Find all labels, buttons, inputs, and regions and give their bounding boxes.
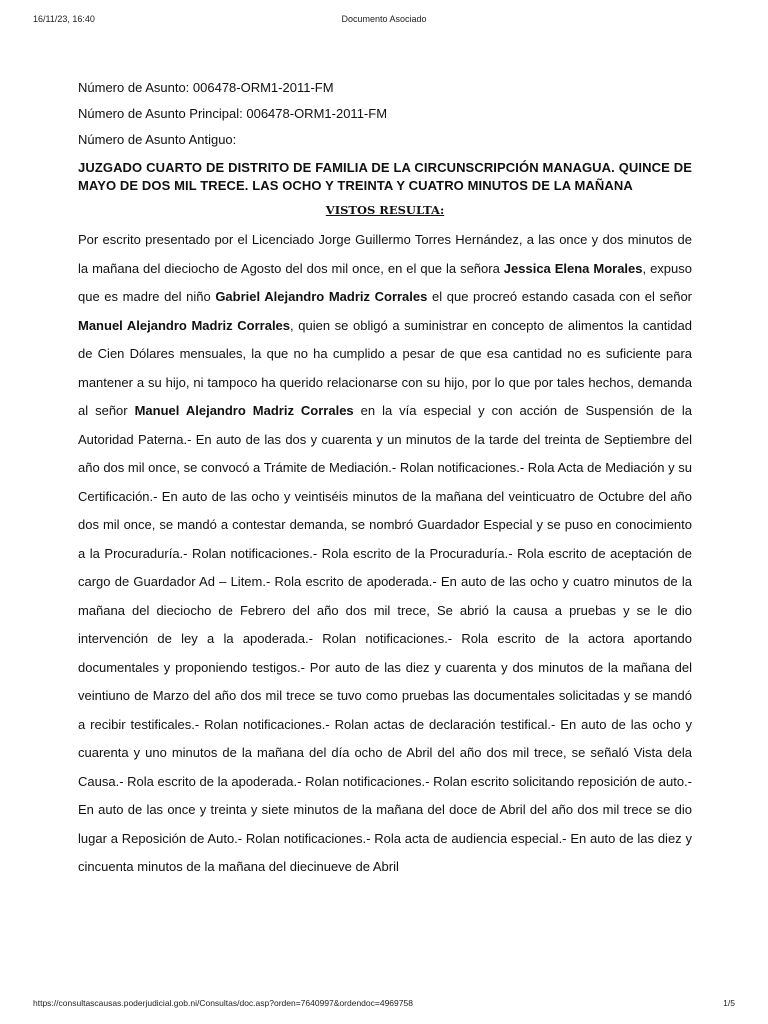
print-header: [33, 14, 735, 28]
print-footer: [33, 998, 735, 1010]
name-manuel-alejandro-madriz-corrales: Manuel Alejandro Madriz Corrales: [78, 317, 291, 333]
body-text-segment: , expuso que es madre del niño: [78, 260, 692, 304]
name-jessica-elena-morales: Jessica Elena Morales: [503, 260, 643, 276]
document-content: [78, 79, 692, 882]
body-text-segment: , quien se obligó a suministrar en concepto de alimentos la cantidad de Cien Dólares mensuales, la que no ha cumplido a pesar de que esa cantidad no es suficiente para mantener a su hijo, ni tampoco ha querido relacionarse con su hijo, por lo que por tales hechos, demanda al señor: [78, 317, 692, 418]
body-text-segment: Por escrito presentado por el Licenciado Jorge Guillermo Torres Hernández, a las once y dos minutos de la mañana del dieciocho de Agosto del dos mil once, en el que la señora: [78, 232, 692, 276]
print-datetime: 16/11/23, 16:40: [33, 14, 95, 24]
old-case-number: Número de Asunto Antiguo:: [78, 132, 237, 147]
name-gabriel-alejandro-madriz-corrales: Gabriel Alejandro Madriz Corrales: [215, 289, 428, 304]
section-title: VISTOS RESULTA:: [325, 203, 445, 217]
body-paragraph: [78, 226, 692, 882]
print-title: Documento Asociado: [341, 14, 427, 24]
page-number: 1/5: [723, 998, 735, 1008]
court-header: JUZGADO CUARTO DE DISTRITO DE FAMILIA DE LA CIRCUNSCRIPCIÓN MANAGUA. QUINCE DE MAYO DE DOS MIL TRECE. LAS OCHO Y TREINTA Y CUATRO MINUTOS DE LA MAÑANA: [78, 160, 692, 193]
document-url: https://consultascausas.poderjudicial.gob.ni/Consultas/doc.asp?orden=7640997&ordendoc=4969758: [33, 998, 413, 1008]
body-text-segment: el que procreó estando casada con el señor: [427, 289, 693, 304]
name-manuel-alejandro-madriz-corrales: Manuel Alejandro Madriz Corrales: [134, 403, 354, 418]
body-text-segment: en la vía especial y con acción de Suspensión de la Autoridad Paterna.- En auto de las dos y cuarenta y un minutos de la tarde del treinta de Septiembre del año dos mil once, se convocó a Trámite de Mediación.- Rolan notificaciones.- Rola Acta de Mediación y su Certificación.- En auto de las ocho y veintiséis minutos de la mañana del veinticuatro de Octubre del año dos mil once, se mandó a contestar demanda, se nombró Guardador Especial y se puso en conocimiento a la Procuraduría.- Rolan notificaciones.- Rola escrito de la Procuraduría.- Rola escrito de aceptación de cargo de Guardador Ad – Litem.- Rola escrito de apoderada.- En auto de las ocho y cuatro minutos de la mañana del dieciocho de Febrero del año dos mil trece, Se abrió la causa a pruebas y se le dio intervención de ley a la apoderada.- Rolan notificaciones.- Rola escrito de la actora aportando documentales y proponiendo testigos.- Por auto de las diez y cuarenta y dos minutos de la mañana del veintiuno de Marzo del año dos mil trece se tuvo como pruebas las documentales solicitadas y se mandó a recibir testificales.- Rolan notificaciones.- Rolan actas de declaración testifical.- En auto de las ocho y cuarenta y uno minutos de la mañana del día ocho de Abril del año dos mil trece, se señaló Vista dela Causa.- Rola escrito de la apoderada.- Rolan notificaciones.- Rolan escrito solicitando reposición de auto.- En auto de las once y treinta y siete minutos de la mañana del doce de Abril del año dos mil trece se dio lugar a Reposición de Auto.- Rolan notificaciones.- Rola acta de audiencia especial.- En auto de las diez y cincuenta minutos de la mañana del diecinueve de Abril: [78, 403, 692, 874]
case-number: Número de Asunto: 006478-ORM1-2011-FM: [78, 80, 334, 95]
main-case-number: Número de Asunto Principal: 006478-ORM1-2011-FM: [78, 106, 388, 121]
